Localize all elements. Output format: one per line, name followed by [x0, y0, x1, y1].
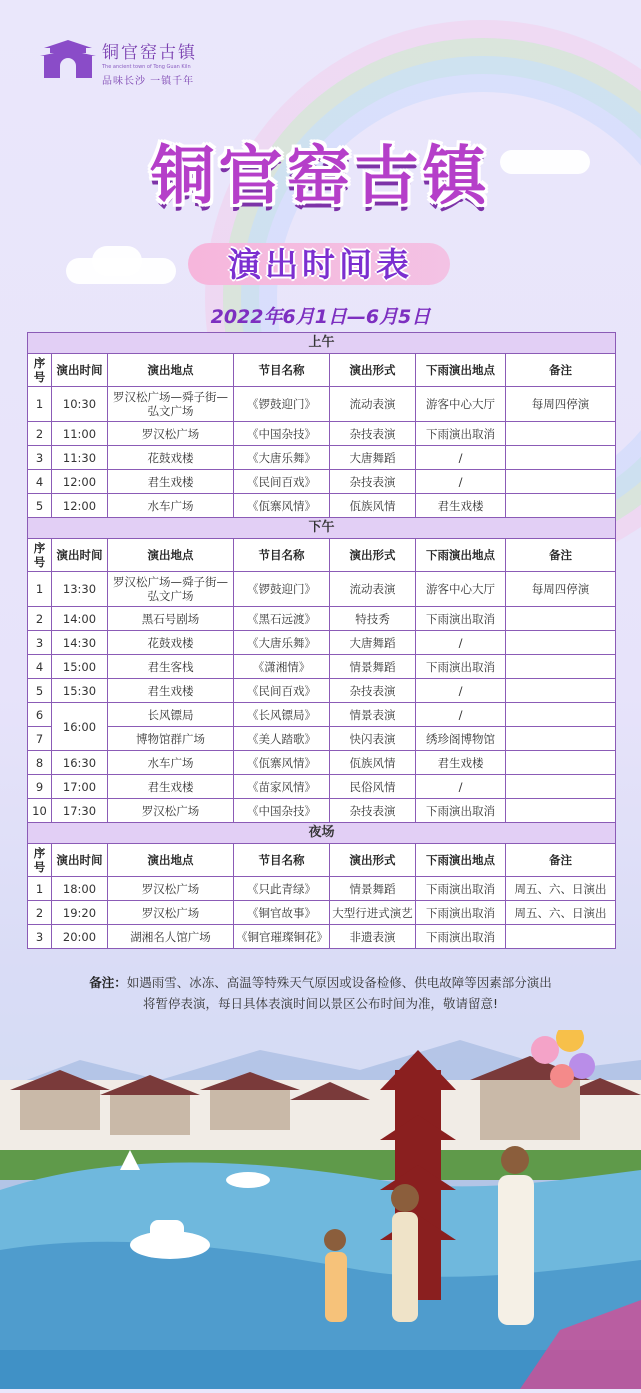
table-cell: 杂技表演 — [330, 422, 416, 446]
table-cell: / — [416, 470, 506, 494]
section-title: 上午 — [28, 333, 616, 354]
table-row — [28, 727, 616, 751]
column-header: 节目名称 — [234, 539, 330, 572]
column-header: 序号 — [28, 539, 52, 572]
header-row — [28, 844, 616, 877]
table-cell: 下雨演出取消 — [416, 607, 506, 631]
table-cell: 花鼓戏楼 — [108, 446, 234, 470]
table-cell: 罗汉松广场 — [108, 877, 234, 901]
table-cell: 《苗家风情》 — [234, 775, 330, 799]
table-row — [28, 446, 616, 470]
table-cell: 下雨演出取消 — [416, 655, 506, 679]
column-header: 演出时间 — [52, 844, 108, 877]
column-header: 演出时间 — [52, 354, 108, 387]
page-subtitle: 演出时间表 — [228, 245, 413, 284]
footnote-label: 备注： — [89, 975, 127, 990]
table-row — [28, 679, 616, 703]
table-row — [28, 572, 616, 607]
table-cell: 快闪表演 — [330, 727, 416, 751]
table-cell: 7 — [28, 727, 52, 751]
table-cell: 下雨演出取消 — [416, 877, 506, 901]
table-cell: 1 — [28, 387, 52, 422]
table-cell: 《美人踏歌》 — [234, 727, 330, 751]
column-header: 演出地点 — [108, 354, 234, 387]
table-cell: 18:00 — [52, 877, 108, 901]
table-cell: 《只此青绿》 — [234, 877, 330, 901]
footnote-line2: 将暂停表演，每日具体表演时间以景区公布时间为准，敬请留意! — [142, 996, 498, 1011]
ancient-gate-icon — [40, 38, 96, 80]
table-cell: 20:00 — [52, 925, 108, 949]
table-cell: 《中国杂技》 — [234, 422, 330, 446]
table-cell: 《大唐乐舞》 — [234, 446, 330, 470]
table-cell: 大唐舞蹈 — [330, 631, 416, 655]
table-cell: 水车广场 — [108, 751, 234, 775]
table-cell — [506, 631, 616, 655]
table-cell: 15:00 — [52, 655, 108, 679]
logo — [40, 38, 197, 87]
table-cell: 1 — [28, 572, 52, 607]
table-row — [28, 877, 616, 901]
table-cell: 9 — [28, 775, 52, 799]
table-cell: 游客中心大厅 — [416, 387, 506, 422]
table-cell: 情景舞蹈 — [330, 655, 416, 679]
table-cell: 流动表演 — [330, 387, 416, 422]
table-cell: 游客中心大厅 — [416, 572, 506, 607]
table-cell — [506, 727, 616, 751]
table-cell: 杂技表演 — [330, 799, 416, 823]
table-cell: 下雨演出取消 — [416, 799, 506, 823]
table-cell: 3 — [28, 925, 52, 949]
table-cell: 情景表演 — [330, 703, 416, 727]
column-header: 备注 — [506, 539, 616, 572]
table-cell: 5 — [28, 679, 52, 703]
table-row — [28, 775, 616, 799]
table-cell: 10 — [28, 799, 52, 823]
table-row — [28, 925, 616, 949]
table-row — [28, 470, 616, 494]
table-cell: 黑石号剧场 — [108, 607, 234, 631]
table-cell: 19:20 — [52, 901, 108, 925]
column-header: 序号 — [28, 354, 52, 387]
table-cell: 《黑石远渡》 — [234, 607, 330, 631]
town-illustration — [0, 1030, 641, 1389]
table-row — [28, 799, 616, 823]
table-row — [28, 607, 616, 631]
table-cell: 《潇湘情》 — [234, 655, 330, 679]
table-cell: / — [416, 631, 506, 655]
table-cell: 特技秀 — [330, 607, 416, 631]
table-cell — [506, 446, 616, 470]
table-cell: 8 — [28, 751, 52, 775]
table-cell: 《锣鼓迎门》 — [234, 387, 330, 422]
section-title: 下午 — [28, 518, 616, 539]
table-cell: 《民间百戏》 — [234, 470, 330, 494]
table-cell: / — [416, 679, 506, 703]
table-cell: 5 — [28, 494, 52, 518]
table-cell: 2 — [28, 607, 52, 631]
table-cell: 水车广场 — [108, 494, 234, 518]
header-row — [28, 354, 616, 387]
table-cell: 君生戏楼 — [108, 679, 234, 703]
table-cell: 《中国杂技》 — [234, 799, 330, 823]
table-cell: 1 — [28, 877, 52, 901]
column-header: 下雨演出地点 — [416, 844, 506, 877]
table-cell: 杂技表演 — [330, 470, 416, 494]
table-cell: 君生客栈 — [108, 655, 234, 679]
section-title: 夜场 — [28, 823, 616, 844]
table-cell: 民俗风情 — [330, 775, 416, 799]
table-cell: 湖湘名人馆广场 — [108, 925, 234, 949]
table-cell: 君生戏楼 — [108, 470, 234, 494]
table-row — [28, 422, 616, 446]
table-cell: 6 — [28, 703, 52, 727]
table-cell: 下雨演出取消 — [416, 422, 506, 446]
table-cell: 君生戏楼 — [416, 494, 506, 518]
table-cell: 罗汉松广场—舜子街—弘文广场 — [108, 387, 234, 422]
table-row — [28, 387, 616, 422]
table-row — [28, 494, 616, 518]
table-cell: 博物馆群广场 — [108, 727, 234, 751]
table-cell: 大唐舞蹈 — [330, 446, 416, 470]
table-cell: 《大唐乐舞》 — [234, 631, 330, 655]
table-cell: 长风镖局 — [108, 703, 234, 727]
section-row — [28, 823, 616, 844]
table-cell — [506, 494, 616, 518]
table-cell: 11:30 — [52, 446, 108, 470]
table-cell: 13:30 — [52, 572, 108, 607]
table-cell: 罗汉松广场 — [108, 422, 234, 446]
table-cell: 流动表演 — [330, 572, 416, 607]
table-cell: / — [416, 775, 506, 799]
column-header: 备注 — [506, 844, 616, 877]
table-cell: 16:30 — [52, 751, 108, 775]
table-cell — [506, 925, 616, 949]
table-cell: 佤族风情 — [330, 751, 416, 775]
table-cell — [506, 422, 616, 446]
table-cell: 12:00 — [52, 470, 108, 494]
table-row — [28, 703, 616, 727]
table-cell: 15:30 — [52, 679, 108, 703]
table-cell: 罗汉松广场 — [108, 799, 234, 823]
table-cell: 14:00 — [52, 607, 108, 631]
table-cell — [506, 470, 616, 494]
table-row — [28, 901, 616, 925]
table-cell — [506, 775, 616, 799]
schedule-table — [27, 332, 616, 949]
table-cell: 君生戏楼 — [108, 775, 234, 799]
table-cell: 2 — [28, 422, 52, 446]
column-header: 节目名称 — [234, 354, 330, 387]
table-cell: 4 — [28, 655, 52, 679]
table-cell — [506, 799, 616, 823]
table-cell: 《锣鼓迎门》 — [234, 572, 330, 607]
date-range: 2022年6月1日—6月5日 — [210, 306, 431, 328]
table-cell: 罗汉松广场 — [108, 901, 234, 925]
table-cell: 《佤寨风情》 — [234, 494, 330, 518]
table-cell: 花鼓戏楼 — [108, 631, 234, 655]
table-cell: 4 — [28, 470, 52, 494]
table-cell — [506, 679, 616, 703]
table-cell — [506, 703, 616, 727]
table-cell: 杂技表演 — [330, 679, 416, 703]
column-header: 演出形式 — [330, 539, 416, 572]
column-header: 演出时间 — [52, 539, 108, 572]
table-cell: 情景舞蹈 — [330, 877, 416, 901]
header-row — [28, 539, 616, 572]
table-cell: 君生戏楼 — [416, 751, 506, 775]
table-cell — [506, 607, 616, 631]
table-cell: 2 — [28, 901, 52, 925]
logo-name: 铜官窑古镇 — [102, 43, 197, 63]
table-cell: 《佤寨风情》 — [234, 751, 330, 775]
table-cell: 12:00 — [52, 494, 108, 518]
column-header: 演出地点 — [108, 844, 234, 877]
footnote-line1: 如遇雨雪、冰冻、高温等特殊天气原因或设备检修、供电故障等因素部分演出 — [126, 975, 552, 990]
table-cell: 每周四停演 — [506, 387, 616, 422]
table-row — [28, 751, 616, 775]
table-cell: 非遗表演 — [330, 925, 416, 949]
table-cell: 下雨演出取消 — [416, 925, 506, 949]
column-header: 演出形式 — [330, 354, 416, 387]
table-cell: 绣珍阁博物馆 — [416, 727, 506, 751]
table-cell: 罗汉松广场—舜子街—弘文广场 — [108, 572, 234, 607]
table-cell: / — [416, 703, 506, 727]
table-row — [28, 631, 616, 655]
page-title: 铜官窑古镇 — [150, 140, 491, 214]
footnote — [40, 972, 601, 1014]
table-cell: 10:30 — [52, 387, 108, 422]
logo-english: The ancient town of Tong Guan Kiln — [102, 64, 191, 70]
table-cell: 16:00 — [52, 703, 108, 751]
table-cell: 17:00 — [52, 775, 108, 799]
table-cell: / — [416, 446, 506, 470]
section-row — [28, 333, 616, 354]
column-header: 演出地点 — [108, 539, 234, 572]
table-cell: 周五、六、日演出 — [506, 877, 616, 901]
table-cell: 《铜官故事》 — [234, 901, 330, 925]
table-cell — [506, 655, 616, 679]
table-cell: 14:30 — [52, 631, 108, 655]
table-cell: 《铜官璀璨铜花》 — [234, 925, 330, 949]
table-cell: 11:00 — [52, 422, 108, 446]
logo-slogan: 品味长沙 一镇千年 — [102, 76, 195, 87]
table-cell: 下雨演出取消 — [416, 901, 506, 925]
table-cell: 佤族风情 — [330, 494, 416, 518]
table-cell: 17:30 — [52, 799, 108, 823]
table-cell: 《民间百戏》 — [234, 679, 330, 703]
column-header: 序号 — [28, 844, 52, 877]
column-header: 演出形式 — [330, 844, 416, 877]
column-header: 备注 — [506, 354, 616, 387]
column-header: 下雨演出地点 — [416, 539, 506, 572]
table-cell: 周五、六、日演出 — [506, 901, 616, 925]
table-cell: 《长风镖局》 — [234, 703, 330, 727]
column-header: 下雨演出地点 — [416, 354, 506, 387]
table-cell: 3 — [28, 631, 52, 655]
table-cell — [506, 751, 616, 775]
table-cell: 3 — [28, 446, 52, 470]
table-cell: 大型行进式演艺 — [330, 901, 416, 925]
column-header: 节目名称 — [234, 844, 330, 877]
section-row — [28, 518, 616, 539]
table-row — [28, 655, 616, 679]
table-cell: 每周四停演 — [506, 572, 616, 607]
